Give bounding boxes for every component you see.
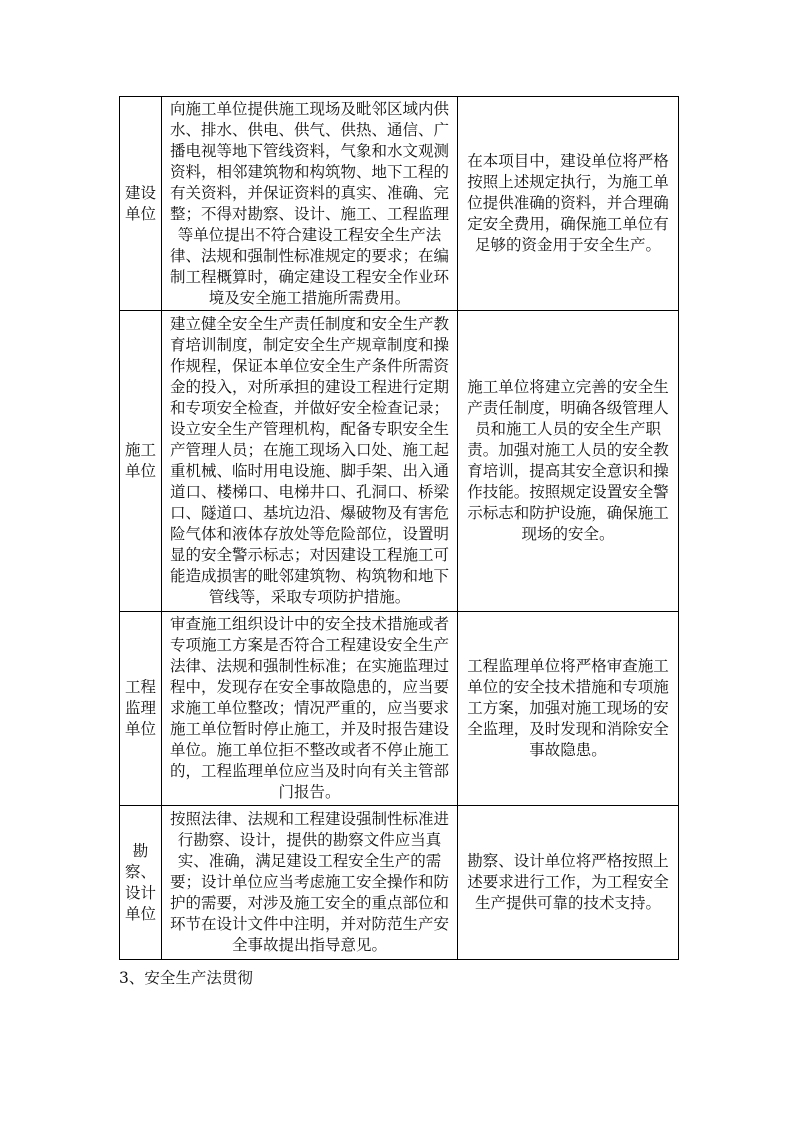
text-line: 按照上述规定执行，为施工单 (467, 173, 669, 191)
text-line: 全监理，及时发现和消除安全 (467, 720, 669, 738)
text-line: 现场的安全。 (521, 525, 615, 543)
text-line: 审查施工组织设计中的安全技术措施或者 (169, 615, 449, 633)
text-line: 作技能。按照规定设置安全警 (467, 483, 669, 501)
text-line: 显的安全警示标志；对因建设工程施工可 (169, 546, 449, 564)
text-line: 整；不得对勘察、设计、施工、工程监理 (169, 204, 449, 223)
text-line: 资料，相邻建筑物和构筑物、地下工程的 (169, 162, 449, 181)
text-line: 施工单位将建立完善的安全生 (467, 378, 669, 396)
text-line: 门报告。 (278, 783, 341, 801)
text-line: 护的需要，对涉及施工安全的重点部位和 (169, 894, 449, 912)
text-line: 环节在设计文件中注明，并对防范生产安 (169, 915, 449, 933)
text-line: 单位。施工单位拒不整改或者不停止施工 (169, 741, 449, 759)
text-line: 工程监理单位将严格审查施工 (467, 657, 669, 675)
implementation-cell (458, 97, 679, 311)
duties-cell (162, 311, 458, 612)
text-line: 建立健全安全生产责任制度和安全生产教 (169, 315, 449, 333)
text-line: 育培训，提高其安全意识和操 (467, 462, 669, 480)
text-line: 勘 (132, 841, 149, 860)
text-line: 程中，发现存在安全事故隐患的，应当要 (169, 678, 449, 696)
unit-cell (120, 311, 162, 612)
text-line: 和专项安全检查，并做好安全检查记录； (169, 399, 449, 417)
text-line: 境及安全施工措施所需费用。 (208, 288, 411, 307)
text-line: 监理 (124, 699, 156, 717)
text-line: 作规程，保证本单位安全生产条件所需资 (169, 357, 449, 375)
table-row (120, 311, 679, 612)
text-line: 单位 (124, 204, 156, 223)
text-line: 制工程概算时，确定建设工程安全作业环 (169, 267, 449, 286)
text-line: 在本项目中，建设单位将严格 (467, 152, 669, 170)
text-line: 生产提供可靠的技术支持。 (474, 894, 661, 912)
text-line: 行勘察、设计，提供的勘察文件应当真 (177, 831, 442, 849)
text-line: 求施工单位整改；情况严重的，应当要求 (169, 699, 449, 717)
unit-cell (120, 612, 162, 806)
unit-cell (120, 806, 162, 960)
text-line: 要；设计单位应当考虑施工安全操作和防 (169, 873, 449, 891)
text-line: 道口、楼梯口、电梯井口、孔洞口、桥梁 (169, 483, 449, 501)
text-line: 察、 (124, 862, 156, 881)
text-line: 事故隐患。 (529, 741, 607, 759)
text-line: 律、法规和强制性标准规定的要求；在编 (169, 246, 449, 265)
text-line: 足够的资金用于安全生产。 (474, 236, 661, 254)
responsibility-table (119, 96, 679, 960)
text-line: 有关资料，并保证资料的真实、准确、完 (169, 183, 449, 202)
text-line: 水、排水、供电、供气、供热、通信、广 (169, 120, 449, 139)
table-row (120, 612, 679, 806)
table-body (120, 97, 679, 960)
text-line: 等单位提出不符合建设工程安全生产法 (177, 225, 442, 244)
text-line: 育培训制度，制定安全生产规章制度和操 (169, 336, 449, 354)
text-line: 工程 (124, 678, 156, 696)
text-line: 按照法律、法规和工程建设强制性标准进 (169, 810, 449, 828)
duties-cell (162, 806, 458, 960)
text-line: 全事故提出指导意见。 (231, 936, 387, 954)
text-line: 管线等，采取专项防护措施。 (208, 588, 411, 606)
text-line: 员和施工人员的安全生产职 (474, 420, 661, 438)
text-line: 向施工单位提供施工现场及毗邻区域内供 (169, 99, 449, 118)
text-line: 金的投入，对所承担的建设工程进行定期 (169, 378, 449, 396)
text-line: 设计 (124, 883, 156, 902)
duties-cell (162, 612, 458, 806)
text-line: 工方案，加强对施工现场的安 (467, 699, 669, 717)
text-line: 单位的安全技术措施和专项施 (467, 678, 669, 696)
text-line: 险气体和液体存放处等危险部位，设置明 (169, 525, 449, 543)
text-line: 专项施工方案是否符合工程建设安全生产 (169, 636, 449, 654)
text-line: 产责任制度，明确各级管理人 (467, 399, 669, 417)
text-line: 重机械、临时用电设施、脚手架、出入通 (169, 462, 449, 480)
implementation-cell (458, 612, 679, 806)
section-heading: 3、安全生产法贯彻 (119, 969, 253, 987)
text-line: 产管理人员；在施工现场入口处、施工起 (169, 441, 449, 459)
text-line: 单位 (124, 720, 156, 738)
text-line: 施工单位暂时停止施工，并及时报告建设 (169, 720, 449, 738)
table-row (120, 806, 679, 960)
text-line: 位提供准确的资料，并合理确 (467, 194, 669, 212)
text-line: 能造成损害的毗邻建筑物、构筑物和地下 (169, 567, 449, 585)
text-line: 口、隧道口、基坑边沿、爆破物及有害危 (169, 504, 449, 522)
text-line: 责。加强对施工人员的安全教 (467, 441, 669, 459)
text-line: 勘察、设计单位将严格按照上 (467, 852, 669, 870)
text-line: 定安全费用，确保施工单位有 (467, 215, 669, 233)
implementation-cell (458, 806, 679, 960)
text-line: 实、准确，满足建设工程安全生产的需 (177, 852, 442, 870)
text-line: 播电视等地下管线资料，气象和水文观测 (169, 141, 449, 160)
text-line: 的，工程监理单位应当及时向有关主管部 (169, 762, 449, 780)
text-line: 设立安全生产管理机构，配备专职安全生 (169, 420, 449, 438)
duties-cell (162, 97, 458, 311)
text-line: 施工 (124, 441, 156, 459)
text-line: 单位 (124, 904, 156, 923)
unit-cell (120, 97, 162, 311)
implementation-cell (458, 311, 679, 612)
text-line: 述要求进行工作，为工程安全 (467, 873, 669, 891)
text-line: 单位 (124, 462, 156, 480)
table-row (120, 97, 679, 311)
text-line: 法律、法规和强制性标准；在实施监理过 (169, 657, 449, 675)
text-line: 建设 (124, 183, 156, 202)
text-line: 示标志和防护设施，确保施工 (467, 504, 669, 522)
